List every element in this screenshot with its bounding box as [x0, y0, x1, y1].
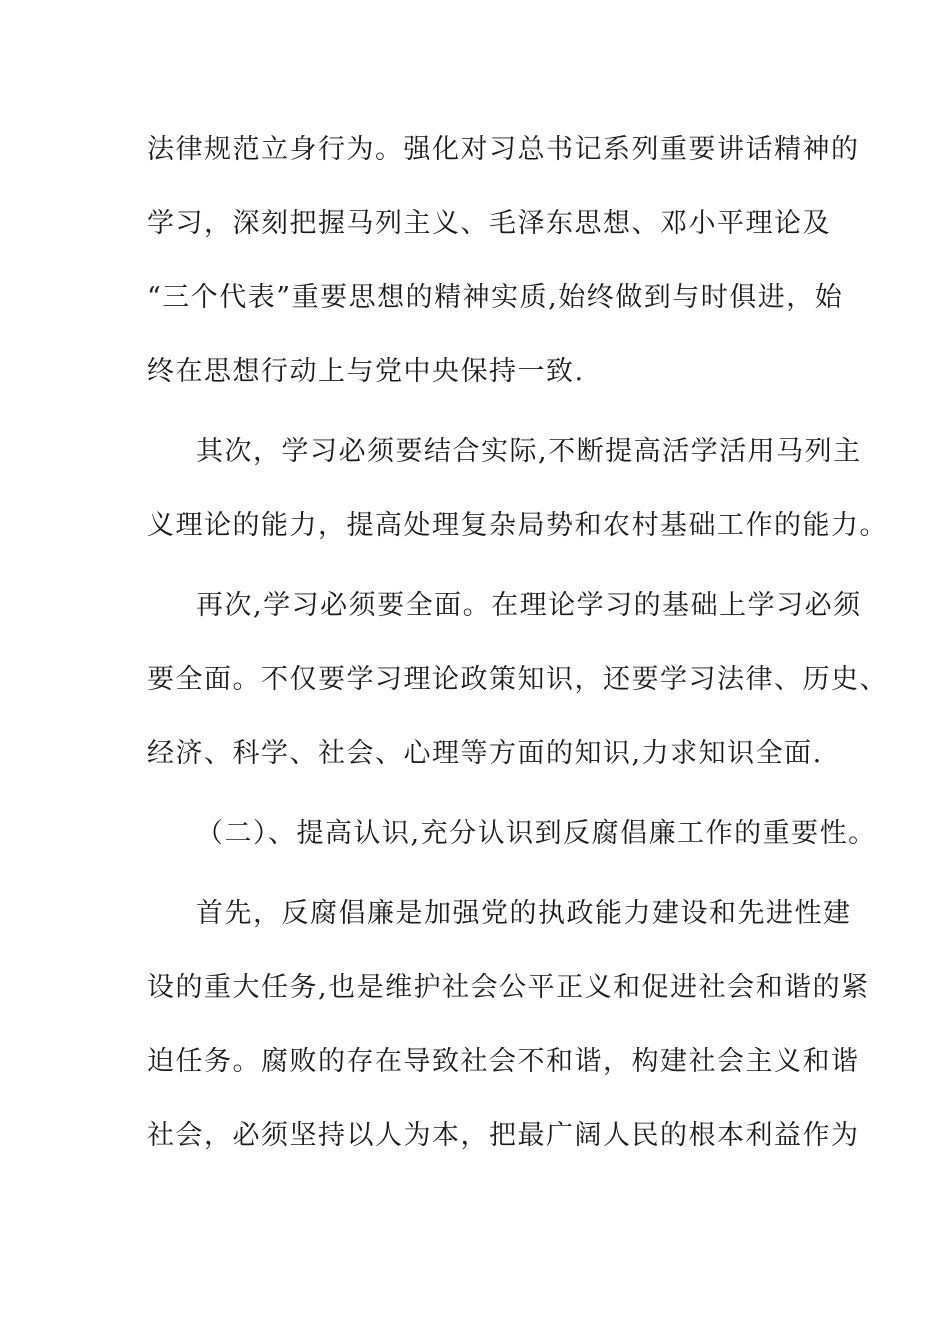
text-line: 法律规范立身行为。强化对习总书记系列重要讲话精神的: [147, 134, 860, 165]
paragraph-first-line: 其次，学习必须要结合实际,不断提高活学活用马列主: [196, 436, 862, 467]
text-line: 经济、科学、社会、心理等方面的知识,力求知识全面.: [147, 738, 823, 769]
section-heading: （二）、提高认识,充分认识到反腐倡廉工作的重要性。: [196, 818, 877, 849]
text-line: 迫任务。腐败的存在导致社会不和谐，构建社会主义和谐: [147, 1046, 860, 1077]
paragraph-first-line: 再次,学习必须要全面。在理论学习的基础上学习必须: [196, 590, 862, 621]
text-line: 学习，深刻把握马列主义、毛泽东思想、邓小平理论及: [147, 208, 831, 239]
paragraph-first-line: 首先，反腐倡廉是加强党的执政能力建设和先进性建: [196, 898, 852, 929]
text-line: 要全面。不仅要学习理论政策知识，还要学习法律、历史、: [147, 664, 888, 695]
text-line: 终在思想行动上与党中央保持一致.: [147, 356, 585, 387]
text-line: 设的重大任务,也是维护社会公平正义和促进社会和谐的紧: [147, 972, 870, 1003]
text-line: 义理论的能力，提高处理复杂局势和农村基础工作的能力。: [147, 510, 888, 541]
text-line: “三个代表”重要思想的精神实质,始终做到与时俱进，始: [147, 282, 844, 313]
text-line: 社会，必须坚持以人为本，把最广阔人民的根本利益作为: [147, 1120, 860, 1151]
